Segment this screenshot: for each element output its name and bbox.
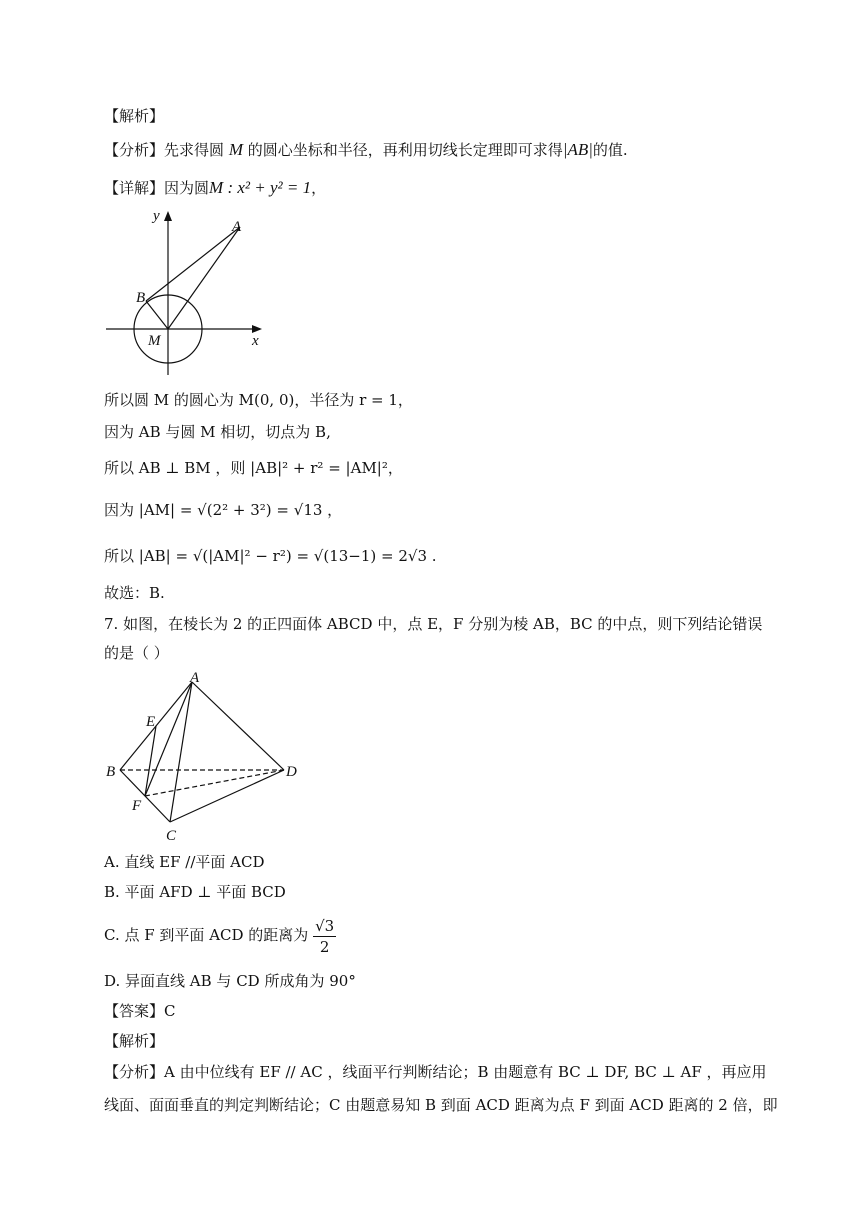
solution-line-4: 因为 |AM| = √(2² + 3²) = √13 ， <box>104 501 343 519</box>
detail-text: 因为圆 <box>164 179 210 197</box>
tetrahedron-figure <box>100 670 310 845</box>
analysis-text-b: 的圆心坐标和半径，再利用切线长定理即可求得 <box>247 141 563 159</box>
jiexi-heading: 【解析】 <box>104 107 165 125</box>
x-axis-label: x <box>252 333 259 349</box>
problem7-stem-line1: 7. 如图，在棱长为 2 的正四面体 ABCD 中，点 E，F 分别为棱 AB，BC 的中点，则下列结论错误 <box>104 615 763 633</box>
vertex-a-label: A <box>190 670 200 686</box>
point-m-label: M <box>148 333 161 349</box>
analysis7-line2: 线面、面面垂直的判定判断结论；C 由题意易知 B 到面 ACD 距离为点 F 到面 ACD 距离的 2 倍，即 <box>104 1096 778 1114</box>
point-b-label: B <box>136 290 146 306</box>
analysis-text-a: 先求得圆 <box>164 141 225 159</box>
analysis-line <box>104 140 628 160</box>
circle-name: M <box>228 140 243 159</box>
detail-end: ， <box>311 179 327 197</box>
solution-line-5: 所以 |AB| = √(|AM|² − r²) = √(13−1) = 2√3 . <box>104 547 437 565</box>
analysis-text-c: 的值. <box>592 141 628 159</box>
detail-label: 【详解】 <box>104 179 165 197</box>
y-axis-label: y <box>153 208 160 224</box>
option-c-fraction <box>313 916 336 957</box>
solution-line-1: 所以圆 M 的圆心为 M(0, 0)，半径为 r = 1， <box>104 391 413 409</box>
vertex-b-label: B <box>106 764 116 780</box>
option-b: B. 平面 AFD ⊥ 平面 BCD <box>104 883 286 901</box>
option-c-text: C. 点 F 到平面 ACD 的距离为 <box>104 926 309 944</box>
ab-length: |AB| <box>562 140 593 159</box>
solution-line-3: 所以 AB ⊥ BM ，则 |AB|² + r² = |AM|²， <box>104 459 403 477</box>
solution-line-2: 因为 AB 与圆 M 相切，切点为 B, <box>104 423 331 441</box>
problem7-stem-line2: 的是（ ） <box>104 644 169 662</box>
fraction-denominator: 2 <box>319 937 330 956</box>
answer-line: 【答案】C <box>104 1002 176 1020</box>
midpoint-e-label: E <box>146 714 156 730</box>
vertex-c-label: C <box>166 828 177 844</box>
point-a-label: A <box>232 219 242 235</box>
jiexi-heading-2: 【解析】 <box>104 1032 165 1050</box>
circle-tangent-figure <box>100 205 270 380</box>
fraction-numerator: √3 <box>315 916 335 935</box>
circle-equation: M : x² + y² = 1 <box>209 178 312 197</box>
analysis-label: 【分析】 <box>104 141 165 159</box>
option-d: D. 异面直线 AB 与 CD 所成角为 90° <box>104 972 356 990</box>
option-c <box>104 913 336 957</box>
analysis7-line1: 【分析】A 由中位线有 EF // AC ，线面平行判断结论；B 由题意有 BC ⊥ DF, BC ⊥ AF ，再应用 <box>104 1063 767 1081</box>
solution-answer: 故选：B. <box>104 584 165 602</box>
vertex-d-label: D <box>286 764 297 780</box>
midpoint-f-label: F <box>132 798 142 814</box>
option-a: A. 直线 EF //平面 ACD <box>104 853 265 871</box>
detail-line <box>104 178 326 198</box>
